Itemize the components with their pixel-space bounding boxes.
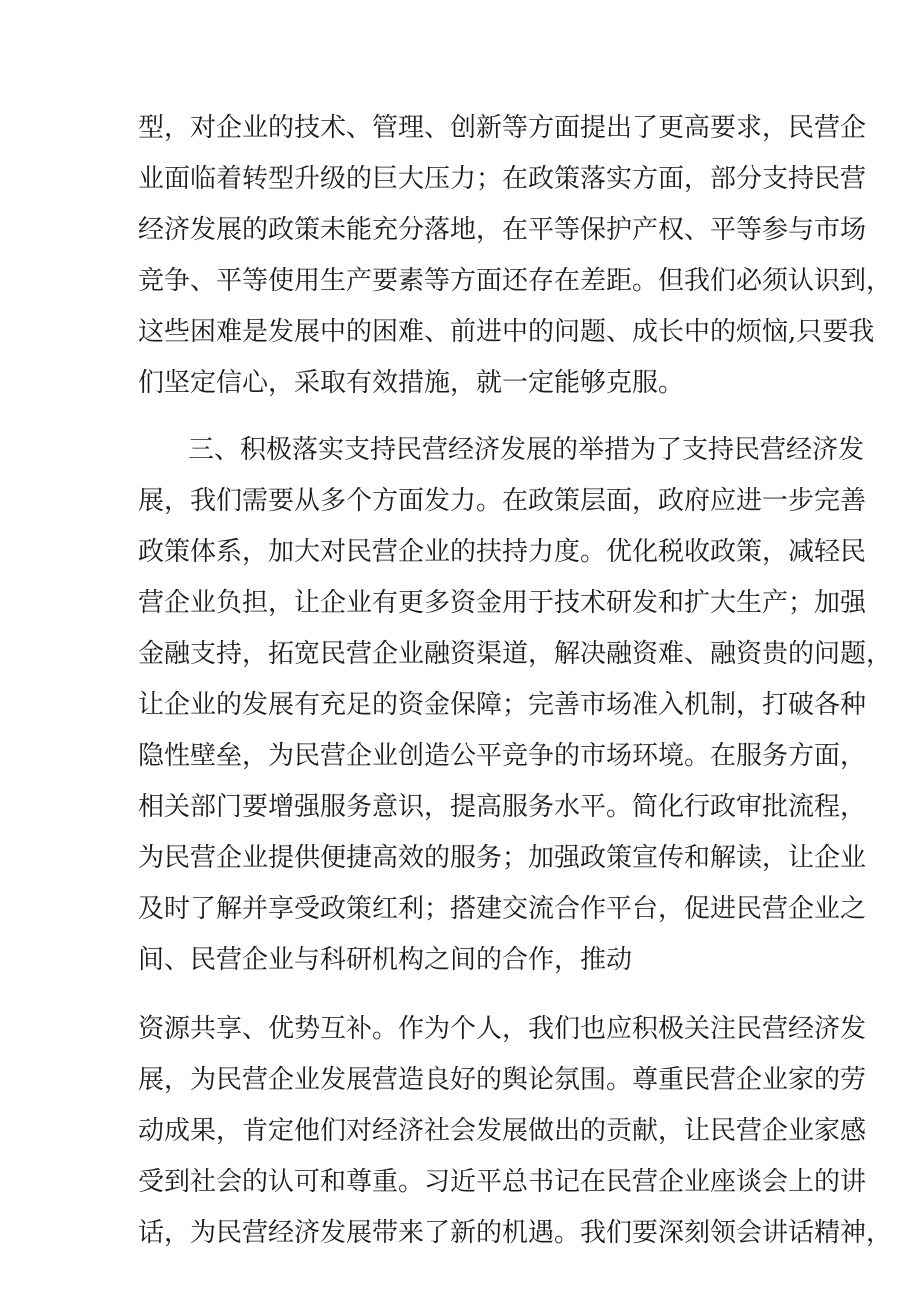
text-line-15: 为民营企业提供便捷高效的服务；加强政策宣传和解读，让企业 — [138, 843, 867, 873]
text-line-8: 展，我们需要从多个方面发力。在政策层面，政府应进一步完善 — [138, 486, 867, 516]
text-line-2: 业面临着转型升级的巨大压力；在政策落实方面，部分支持民营 — [138, 164, 867, 194]
text-line-6: 们坚定信心，采取有效措施，就一定能够克服。 — [138, 368, 685, 398]
text-line-11: 金融支持，拓宽民营企业融资渠道，解决融资难、融资贵的问题， — [138, 639, 893, 669]
text-line-19: 展，为民营企业发展营造良好的舆论氛围。尊重民营企业家的劳 — [138, 1065, 867, 1095]
text-line-5: 这些困难是发展中的困难、前进中的问题、成长中的烦恼,只要我 — [138, 317, 875, 347]
section-heading-line: 三、积极落实支持民营经济发展的举措为了支持民营经济发 — [188, 435, 865, 465]
text-line-4: 竞争、平等使用生产要素等方面还存在差距。但我们必须认识到， — [138, 266, 893, 296]
text-line-10: 营企业负担，让企业有更多资金用于技术研发和扩大生产；加强 — [138, 588, 867, 618]
text-line-9: 政策体系，加大对民营企业的扶持力度。优化税收政策，减轻民 — [138, 537, 867, 567]
text-line-1: 型，对企业的技术、管理、创新等方面提出了更高要求，民营企 — [138, 113, 867, 143]
text-line-3: 经济发展的政策未能充分落地，在平等保护产权、平等参与市场 — [138, 215, 867, 245]
text-line-17: 间、民营企业与科研机构之间的合作，推动 — [138, 945, 633, 975]
text-line-18: 资源共享、优势互补。作为个人，我们也应积极关注民营经济发 — [138, 1014, 867, 1044]
text-line-12: 让企业的发展有充足的资金保障；完善市场准入机制，打破各种 — [138, 690, 867, 720]
text-line-20: 动成果，肯定他们对经济社会发展做出的贡献，让民营企业家感 — [138, 1116, 867, 1146]
text-line-14: 相关部门要增强服务意识，提高服务水平。简化行政审批流程， — [138, 792, 867, 822]
text-line-22: 话，为民营经济发展带来了新的机遇。我们要深刻领会讲话精神， — [138, 1218, 893, 1248]
text-line-21: 受到社会的认可和尊重。习近平总书记在民营企业座谈会上的讲 — [138, 1167, 867, 1197]
text-line-16: 及时了解并享受政策红利；搭建交流合作平台，促进民营企业之 — [138, 894, 867, 924]
text-line-13: 隐性壁垒，为民营企业创造公平竞争的市场环境。在服务方面， — [138, 741, 867, 771]
